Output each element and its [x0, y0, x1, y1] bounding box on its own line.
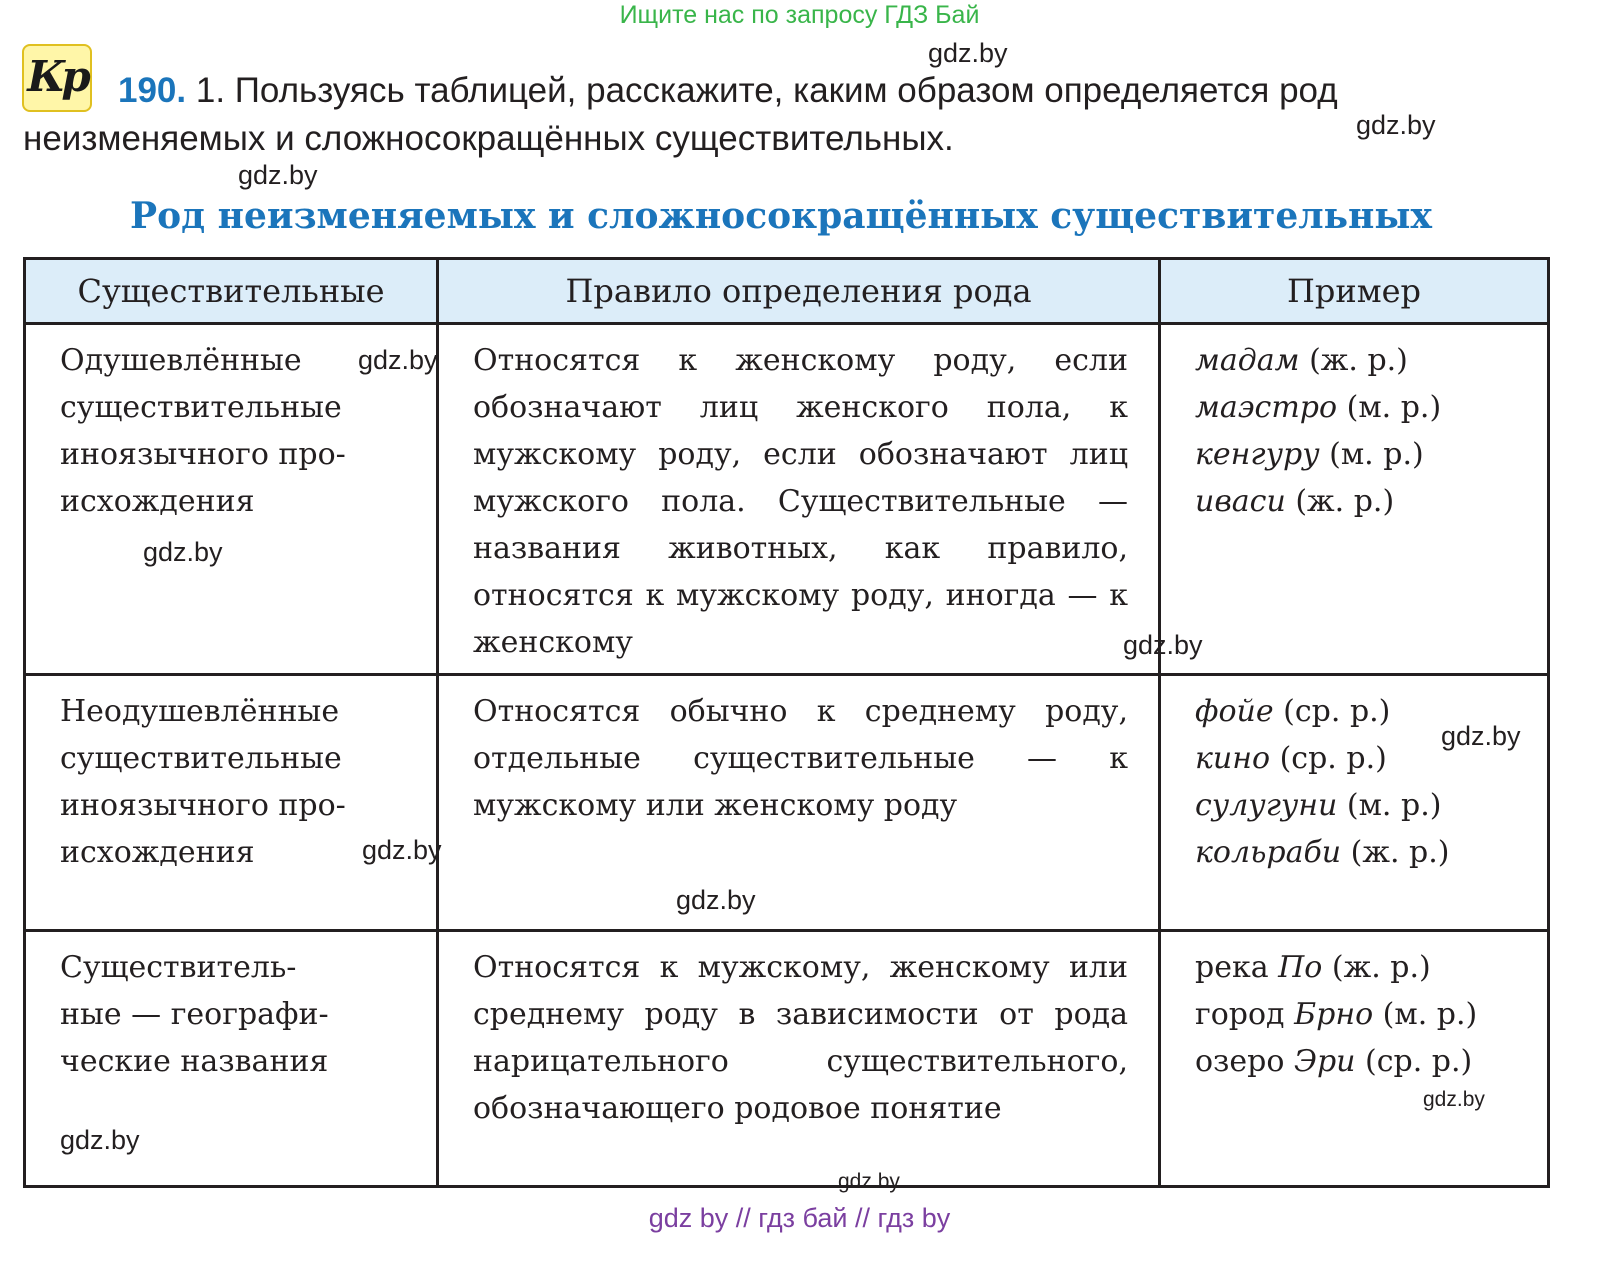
example-gender: (ж. р.) — [1322, 950, 1431, 985]
example-line — [1195, 944, 1517, 991]
table-row — [25, 931, 1549, 1187]
table-row — [25, 324, 1549, 675]
rule-cell: Относятся к мужскому, женскому или среднему роду в зависимости от рода нарицательного существительного, обозначающего родовое понятие — [438, 931, 1160, 1187]
noun-type-line: иноязычного про- — [60, 437, 346, 472]
watermark: gdz.by — [1423, 1088, 1485, 1111]
noun-type-line: Существитель- — [60, 950, 297, 985]
bottom-watermark: gdz by // гдз бай // гдз by — [648, 1203, 951, 1233]
example-cell — [1160, 931, 1549, 1187]
example-word: кольраби — [1195, 835, 1342, 870]
example-gender: (м. р.) — [1373, 997, 1478, 1032]
noun-type-cell — [25, 324, 438, 675]
example-prefix: город — [1195, 997, 1295, 1032]
noun-type-cell — [25, 675, 438, 931]
example-word: мадам — [1195, 343, 1300, 378]
example-gender: (м. р.) — [1337, 390, 1442, 425]
watermark: gdz.by — [928, 38, 1008, 68]
example-word: маэстро — [1195, 390, 1338, 425]
example-gender: (ж. р.) — [1299, 343, 1408, 378]
task-line-1 — [118, 67, 1338, 115]
example-word: По — [1278, 950, 1323, 985]
example-line — [1195, 384, 1517, 431]
noun-type-line: существительные — [60, 741, 342, 776]
example-line — [1195, 1038, 1517, 1085]
example-line — [1195, 478, 1517, 525]
watermark: gdz.by — [1356, 110, 1436, 140]
table-heading: Род неизменяемых и сложносокращённых существительных — [130, 195, 1432, 237]
noun-type-line: исхождения — [60, 484, 255, 519]
example-word: кино — [1195, 741, 1271, 776]
example-line — [1195, 829, 1517, 876]
example-line — [1195, 991, 1517, 1038]
example-word: Эри — [1293, 1044, 1356, 1079]
example-gender: (м. р.) — [1337, 788, 1442, 823]
watermark: gdz.by — [1123, 630, 1203, 660]
example-line — [1195, 431, 1517, 478]
example-gender: (ср. р.) — [1355, 1044, 1473, 1079]
search-banner: Ищите нас по запросу ГДЗ Бай — [619, 1, 980, 29]
example-line — [1195, 782, 1517, 829]
gender-rules-table — [23, 257, 1550, 1188]
example-gender: (ср. р.) — [1270, 741, 1387, 776]
task-number: 190. — [118, 71, 187, 110]
task-line-2: неизменяемых и сложносокращённых существительных. — [23, 119, 954, 158]
header-nouns: Существительные — [25, 259, 438, 324]
example-word: Брно — [1294, 997, 1374, 1032]
example-cell — [1160, 675, 1549, 931]
rule-cell: Относятся обычно к среднему роду, отдельные существительные — к мужскому или женскому роду — [438, 675, 1160, 931]
noun-type-line: ные — географи- — [60, 997, 329, 1032]
example-word: фойе — [1195, 694, 1274, 729]
noun-type-line: Одушевлённые — [60, 343, 302, 378]
example-prefix: река — [1195, 950, 1279, 985]
noun-type-line: существительные — [60, 390, 342, 425]
watermark: gdz.by — [838, 1170, 900, 1193]
noun-type-line: исхождения — [60, 835, 255, 870]
watermark: gdz.by — [362, 835, 442, 865]
example-gender: (ж. р.) — [1341, 835, 1450, 870]
watermark: gdz.by — [143, 537, 223, 567]
noun-type-line: Неодушевлённые — [60, 694, 340, 729]
example-word: иваси — [1195, 484, 1286, 519]
watermark: gdz.by — [1441, 721, 1521, 751]
watermark: gdz.by — [60, 1125, 140, 1155]
example-prefix: озеро — [1195, 1044, 1294, 1079]
header-rule: Правило определения рода — [438, 259, 1160, 324]
watermark: gdz.by — [358, 345, 438, 375]
header-example: Пример — [1160, 259, 1549, 324]
noun-type-line: иноязычного про- — [60, 788, 346, 823]
example-gender: (ж. р.) — [1285, 484, 1395, 519]
example-cell — [1160, 324, 1549, 675]
watermark: gdz.by — [676, 885, 756, 915]
noun-type-line: ческие названия — [60, 1044, 329, 1079]
kr-badge-icon: Кр — [22, 44, 92, 112]
watermark: gdz.by — [238, 160, 318, 190]
example-word: сулугуни — [1195, 788, 1338, 823]
table-row — [25, 675, 1549, 931]
example-gender: (ср. р.) — [1273, 694, 1391, 729]
task-text-1: 1. Пользуясь таблицей, расскажите, каким образом определяется род — [195, 71, 1338, 110]
example-word: кенгуру — [1195, 437, 1320, 472]
table-header-row — [25, 259, 1549, 324]
example-line — [1195, 337, 1517, 384]
rule-cell: Относятся к женскому роду, если обозначают лиц женского пола, к мужскому роду, если обозначают лиц мужского пола. Существительные — названия животных, как правило, относятся к мужскому роду, иногда — к женскому — [438, 324, 1160, 675]
example-gender: (м. р.) — [1319, 437, 1424, 472]
